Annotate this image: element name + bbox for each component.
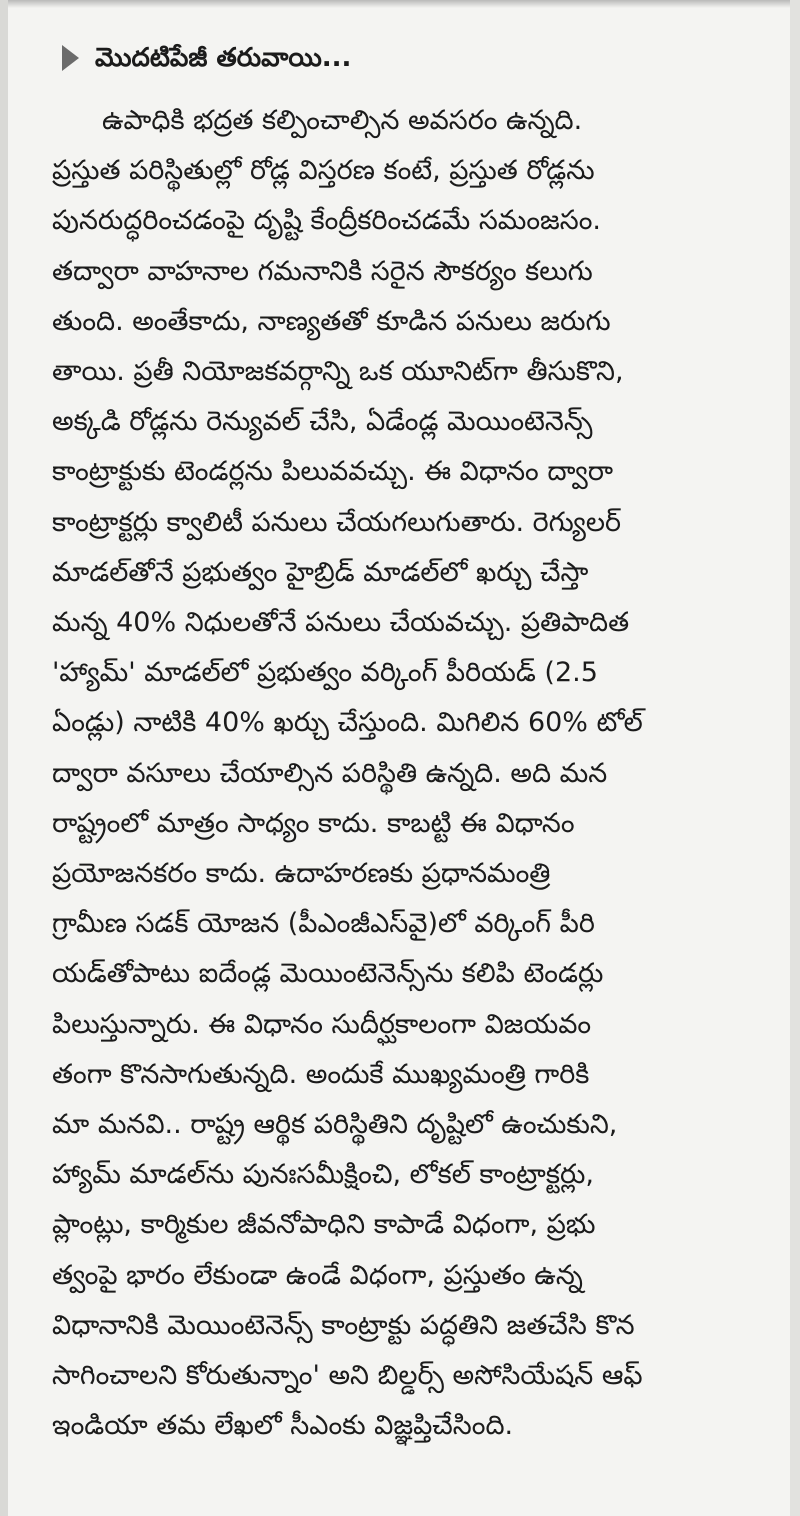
article-paragraph: [52, 96, 768, 1451]
article-line: యడ్‌తోపాటు ఐదేండ్ల మెయింటెనెన్స్‌ను కలిపి టెండర్లు: [52, 958, 604, 990]
article-line: మన్న 40% నిధులతోనే పనులు చేయవచ్చు. ప్రతిపాదిత: [52, 607, 630, 639]
article-line: 'హ్యామ్' మాడల్‌లో ప్రభుత్వం వర్కింగ్ పీరియడ్ (2.5: [52, 657, 598, 689]
article-line: తుంది. అంతేకాదు, నాణ్యతతో కూడిన పనులు జరుగు: [52, 305, 611, 337]
article-line: ఏండ్లు) నాటికి 40% ఖర్చు చేస్తుంది. మిగిలిన 60% టోల్: [52, 707, 643, 739]
right-margin: [790, 0, 800, 1516]
article-line: అక్కడి రోడ్లను రెన్యువల్ చేసి, ఏడేండ్ల మెయింటెనెన్స్: [52, 406, 593, 438]
article-line: తంగా కొనసాగుతున్నది. అందుకే ముఖ్యమంత్రి గారికి: [52, 1058, 590, 1090]
article-line: రాష్ట్రంలో మాత్రం సాధ్యం కాదు. కాబట్టి ఈ విధానం: [52, 807, 575, 839]
article-line: కాంట్రాక్టుకు టెండర్లను పిలువవచ్చు. ఈ విధానం ద్వారా: [52, 456, 614, 488]
article-line: ప్లాంట్లు, కార్మికుల జీవనోపాధిని కాపాడే విధంగా, ప్రభు: [52, 1209, 596, 1241]
article-line: మాడల్‌తోనే ప్రభుత్వం హైబ్రిడ్ మాడల్‌లో ఖర్చు చేస్తా: [52, 556, 589, 588]
arrow-right-icon: [62, 45, 79, 71]
article-line: ప్రస్తుత పరిస్థితుల్లో రోడ్ల విస్తరణ కంటే, ప్రస్తుత రోడ్లను: [52, 155, 595, 187]
continued-from-front-page: [62, 28, 768, 88]
article-line: ఇండియా తమ లేఖలో సీఎంకు విజ్ఞప్తిచేసింది.: [52, 1410, 514, 1442]
article-line: పునరుద్ధరించడంపై దృష్టి కేంద్రీకరించడమే సమంజసం.: [52, 205, 602, 237]
article-line: సాగించాలని కోరుతున్నాం' అని బిల్డర్స్ అసోసియేషన్ ఆఫ్: [52, 1360, 643, 1392]
top-cut-edge: [0, 0, 800, 8]
article-line: కాంట్రాక్టర్లు క్వాలిటీ పనులు చేయగలుగుతారు. రెగ్యులర్: [52, 506, 621, 538]
article-line: హ్యామ్ మాడల్‌ను పునఃసమీక్షించి, లోకల్ కాంట్రాక్టర్లు,: [52, 1159, 594, 1191]
article-line: త్వంపై భారం లేకుండా ఉండే విధంగా, ప్రస్తుతం ఉన్న: [52, 1259, 583, 1291]
article-line: పిలుస్తున్నారు. ఈ విధానం సుదీర్ఘకాలంగా విజయవం: [52, 1008, 592, 1040]
article-line: విధానానికి మెయింటెనెన్స్ కాంట్రాక్టు పద్ధతిని జతచేసి కొన: [52, 1309, 635, 1341]
article-body: [52, 28, 768, 1451]
article-line: ద్వారా వసూలు చేయాల్సిన పరిస్థితి ఉన్నది. అది మన: [52, 757, 608, 789]
article-line: తాయి. ప్రతీ నియోజకవర్గాన్ని ఒక యూనిట్‌గా తీసుకొని,: [52, 356, 624, 388]
continued-label: మొదటిపేజీ తరువాయి...: [95, 43, 352, 73]
left-margin: [0, 0, 8, 1516]
article-line: గ్రామీణ సడక్ యోజన (పీఎంజీఎస్‌వై)లో వర్కింగ్ పీరి: [52, 908, 595, 940]
article-line: ఉపాధికి భద్రత కల్పించాల్సిన అవసరం ఉన్నది.: [102, 105, 583, 136]
article-line: మా మనవి.. రాష్ట్ర ఆర్థిక పరిస్థితిని దృష్టిలో ఉంచుకుని,: [52, 1109, 618, 1141]
article-line: ప్రయోజనకరం కాదు. ఉదాహరణకు ప్రధానమంత్రి: [52, 858, 551, 890]
article-line: తద్వారా వాహనాల గమనానికి సరైన సౌకర్యం కలుగు: [52, 255, 593, 287]
